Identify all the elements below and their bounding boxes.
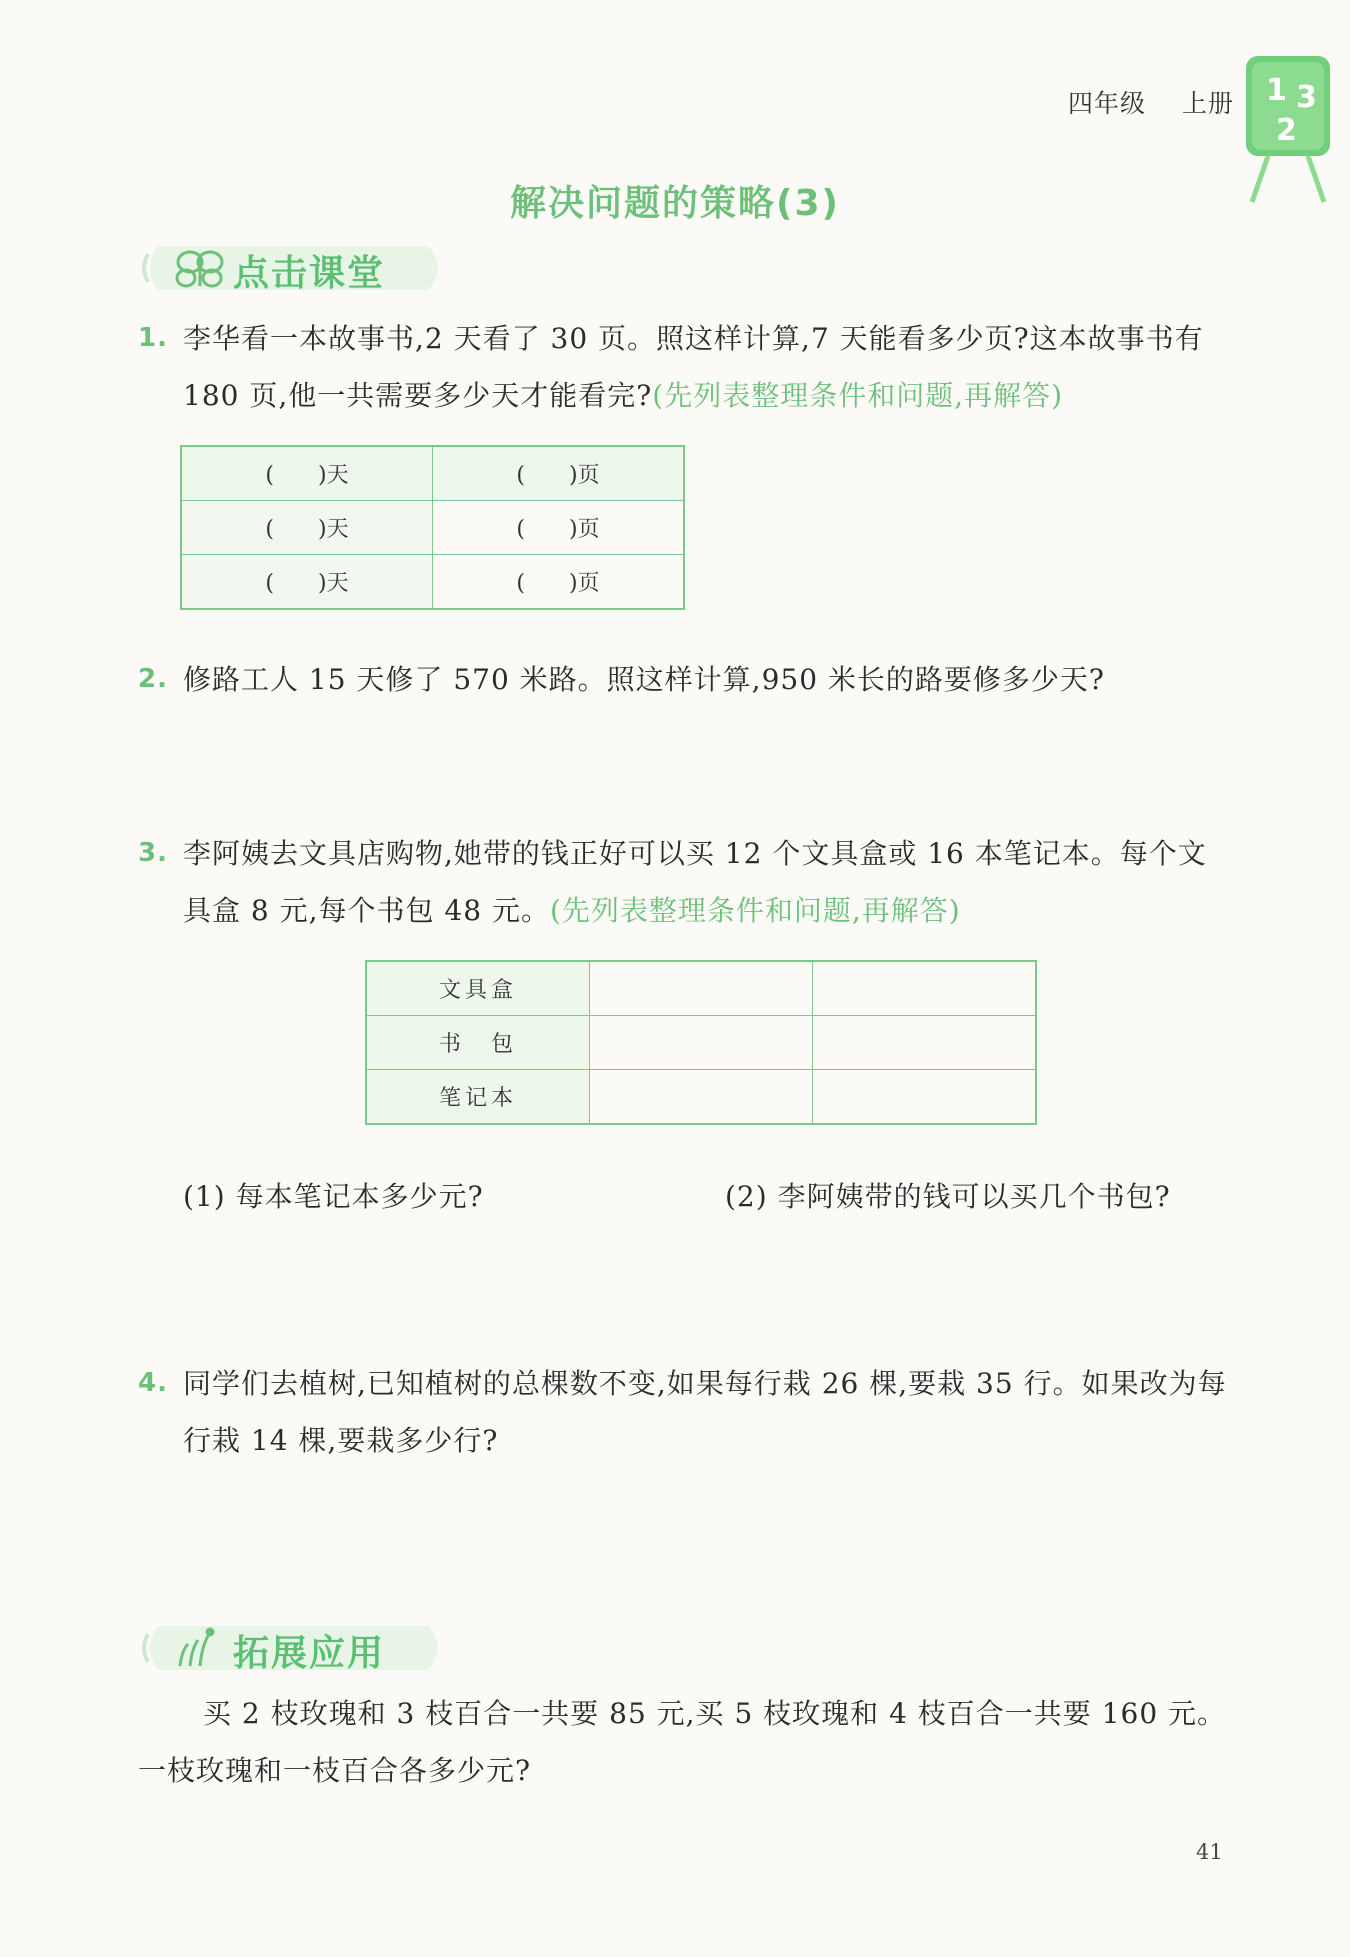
question-1 [138, 310, 1228, 424]
question-number: 4. [138, 1368, 168, 1398]
table-q1 [180, 445, 685, 610]
table-cell[interactable]: ( )页 [433, 555, 685, 610]
table-cell[interactable] [590, 1070, 813, 1125]
question-hint: (先列表整理条件和问题,再解答) [652, 379, 1064, 412]
question-number: 1. [138, 323, 168, 353]
question-text: 修路工人 15 天修了 570 米路。照这样计算,950 米长的路要修多少天? [183, 663, 1105, 696]
table-cell[interactable]: ( )天 [181, 446, 433, 501]
question-number: 3. [138, 838, 168, 868]
question-text: 李华看一本故事书,2 天看了 30 页。照这样计算,7 天能看多少页?这本故事书有 180 页,他一共需要多少天才能看完? [183, 322, 1204, 412]
table-row-label: 书 包 [366, 1016, 590, 1070]
question-hint: (先列表整理条件和问题,再解答) [549, 894, 961, 927]
badge-digit: 2 [1276, 113, 1297, 148]
table-q3 [365, 960, 1037, 1125]
table-row [366, 1016, 1036, 1070]
section-title-expand: 拓展应用 [233, 1633, 386, 1674]
question-2 [138, 651, 1228, 708]
table-cell[interactable] [813, 1070, 1037, 1125]
question-4 [138, 1355, 1228, 1469]
table-row [181, 501, 684, 555]
badge-digit: 1 [1266, 73, 1287, 108]
badge-digit: 3 [1296, 80, 1317, 115]
table-row [366, 961, 1036, 1016]
table-cell[interactable]: ( )天 [181, 555, 433, 610]
sub-question-2: (2) 李阿姨带的钱可以买几个书包? [725, 1180, 1171, 1213]
table-row-label: 文具盒 [366, 961, 590, 1016]
table-row-label: 笔记本 [366, 1070, 590, 1125]
table-cell[interactable] [590, 1016, 813, 1070]
question-text: 同学们去植树,已知植树的总棵数不变,如果每行栽 26 棵,要栽 35 行。如果改为每行栽 14 棵,要栽多少行? [183, 1367, 1227, 1457]
question-3 [138, 825, 1228, 939]
expand-question-text: 买 2 枝玫瑰和 3 枝百合一共要 85 元,买 5 枝玫瑰和 4 枝百合一共要 160 元。一枝玫瑰和一枝百合各多少元? [138, 1697, 1227, 1787]
sub-question-1: (1) 每本笔记本多少元? [183, 1180, 484, 1213]
table-cell[interactable]: ( )页 [433, 446, 685, 501]
grade-label: 四年级 [1068, 89, 1147, 118]
section-title-classroom: 点击课堂 [233, 253, 386, 294]
table-row [181, 555, 684, 610]
table-row [366, 1070, 1036, 1125]
question-text: 李阿姨去文具店购物,她带的钱正好可以买 12 个文具盒或 16 本笔记本。每个文具盒 8 元,每个书包 48 元。 [183, 837, 1207, 927]
table-cell[interactable]: ( )天 [181, 501, 433, 555]
table-cell[interactable] [813, 1016, 1037, 1070]
page-number: 41 [1196, 1840, 1223, 1864]
question-number: 2. [138, 664, 168, 694]
section-banner-expand [138, 1620, 458, 1676]
table-cell[interactable]: ( )页 [433, 501, 685, 555]
table-cell[interactable] [590, 961, 813, 1016]
table-cell[interactable] [813, 961, 1037, 1016]
header-grade [1068, 84, 1234, 120]
table-row [181, 446, 684, 501]
page-title: 解决问题的策略(3) [510, 183, 840, 224]
volume-label: 上册 [1182, 89, 1235, 118]
section-banner-classroom [138, 240, 458, 296]
